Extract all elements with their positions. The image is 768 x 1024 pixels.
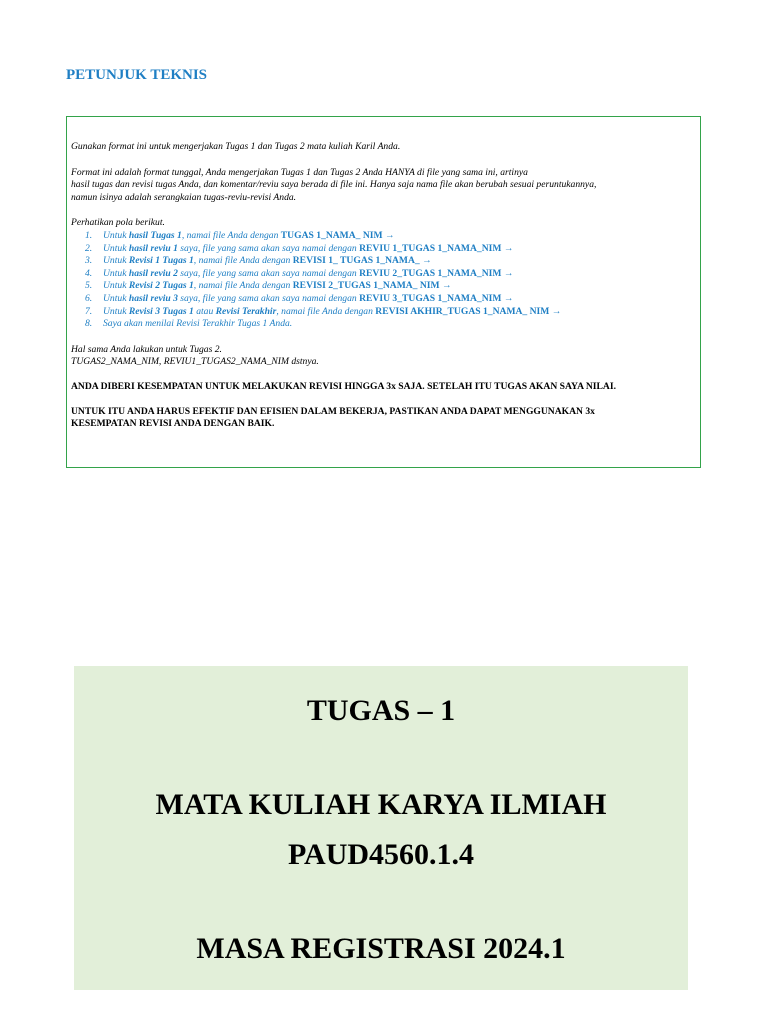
format-text-line-3: namun isinya adalah serangkaian tugas-reviu-revisi Anda. xyxy=(71,191,297,203)
page-heading: PETUNJUK TEKNIS xyxy=(66,67,208,83)
course-code: PAUD4560.1.4 xyxy=(287,838,475,871)
list-item: 6. Untuk hasil reviu 3 saya, file yang sama akan saya namai dengan REVIU 3_TUGAS 1_NAMA_NIM → xyxy=(85,292,514,304)
intro-text: Gunakan format ini untuk mengerjakan Tugas 1 dan Tugas 2 mata kuliah Karil Anda. xyxy=(71,141,401,152)
advice-line-1: UNTUK ITU ANDA HARUS EFEKTIF DAN EFISIEN DALAM BEKERJA, PASTIKAN ANDA DAPAT MENGGUNAKAN 3x xyxy=(71,405,595,417)
list-item: 1. Untuk hasil Tugas 1, namai file Anda dengan TUGAS 1_NAMA_ NIM → xyxy=(85,229,395,241)
advice-line-2: KESEMPATAN REVISI ANDA DENGAN BAIK. xyxy=(71,418,275,430)
assignment-title: TUGAS – 1 xyxy=(306,694,456,727)
format-text-line-2: hasil tugas dan revisi tugas Anda, dan komentar/reviu saya berada di file ini. Hanya saja nama file akan berubah sesuai peruntukannya, xyxy=(71,179,597,191)
instructions-box xyxy=(66,116,701,468)
course-title: MATA KULIAH KARYA ILMIAH xyxy=(155,788,607,821)
list-item: 5. Untuk Revisi 2 Tugas 1, namai file Anda dengan REVISI 2_TUGAS 1_NAMA_ NIM → xyxy=(85,280,452,292)
cover-block xyxy=(74,666,688,990)
list-item: 4. Untuk hasil reviu 2 saya, file yang sama akan saya namai dengan REVIU 2_TUGAS 1_NAMA_NIM → xyxy=(85,267,514,279)
format-text-line-1: Format ini adalah format tunggal, Anda mengerjakan Tugas 1 dan Tugas 2 Anda HANYA di file yang sama ini, artinya xyxy=(71,166,528,178)
registration-period: MASA REGISTRASI 2024.1 xyxy=(196,932,566,965)
naming-steps-list xyxy=(71,230,696,331)
same-text-line-2: TUGAS2_NAMA_NIM, REVIU1_TUGAS2_NAMA_NIM dstnya. xyxy=(71,356,319,368)
list-item: 8. Saya akan menilai Revisi Terakhir Tugas 1 Anda. xyxy=(85,318,293,330)
pattern-title: Perhatikan pola berikut. xyxy=(71,217,165,229)
list-item: 2. Untuk hasil reviu 1 saya, file yang sama akan saya namai dengan REVIU 1_TUGAS 1_NAMA_NIM → xyxy=(85,242,514,254)
list-item: 7. Untuk Revisi 3 Tugas 1 atau Revisi Terakhir, namai file Anda dengan REVISI AKHIR_TUGAS 1_NAMA_ NIM → xyxy=(85,305,562,317)
list-item: 3. Untuk Revisi 1 Tugas 1, namai file Anda dengan REVISI 1_ TUGAS 1_NAMA_ → xyxy=(85,255,432,267)
revision-warning: ANDA DIBERI KESEMPATAN UNTUK MELAKUKAN REVISI HINGGA 3x SAJA. SETELAH ITU TUGAS AKAN SAYA NILAI. xyxy=(71,380,616,392)
same-text-line-1: Hal sama Anda lakukan untuk Tugas 2. xyxy=(71,343,222,355)
